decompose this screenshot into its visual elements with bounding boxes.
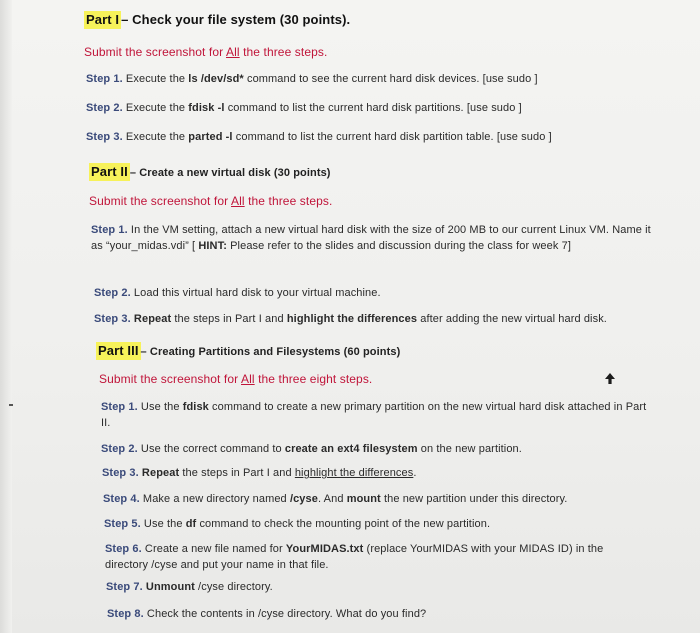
submit-all: All bbox=[226, 45, 240, 59]
step-text: Use the correct command to bbox=[137, 443, 285, 455]
step-text: on the new partition. bbox=[417, 443, 522, 455]
part3-step1 bbox=[101, 399, 656, 431]
part2-highlight: Part II bbox=[91, 164, 128, 179]
part3-step5 bbox=[104, 518, 490, 530]
step-text: Create a new file named for bbox=[141, 543, 286, 555]
part3-step2 bbox=[101, 443, 522, 455]
part3-step3 bbox=[102, 467, 417, 479]
step-text: after adding the new virtual hard disk. bbox=[417, 313, 607, 325]
submit-text-end: the three eight steps. bbox=[254, 372, 373, 386]
step-label: Step 3. bbox=[102, 467, 139, 479]
step-bold: Repeat bbox=[130, 313, 172, 325]
submit-text: Submit the screenshot for bbox=[84, 45, 227, 59]
step-label: Step 8. bbox=[107, 608, 144, 620]
step-text: (replace YourMIDAS with your MIDAS ID) in the directory /cyse and put your name in that file. bbox=[105, 543, 604, 571]
part3-step4 bbox=[103, 493, 567, 505]
submit-all: All bbox=[241, 372, 255, 386]
submit-text-end: the three steps. bbox=[239, 45, 328, 59]
step-text: Load this virtual hard disk to your virtual machine. bbox=[130, 287, 381, 299]
step-label: Step 1. bbox=[86, 73, 123, 85]
step-text: command to check the mounting point of the new partition. bbox=[196, 518, 491, 530]
part1-submit bbox=[84, 45, 327, 59]
part3-title-rest: – Creating Partitions and Filesystems (60 points) bbox=[140, 346, 401, 358]
step-label: Step 1. bbox=[101, 401, 138, 413]
part2-submit bbox=[89, 194, 332, 208]
part3-highlight: Part III bbox=[98, 343, 139, 358]
page-edge bbox=[0, 0, 12, 633]
part1-step1 bbox=[86, 73, 538, 85]
step-command: df bbox=[185, 518, 197, 530]
step-label: Step 4. bbox=[103, 493, 140, 505]
step-label: Step 3. bbox=[86, 131, 123, 143]
submit-text: Submit the screenshot for bbox=[99, 372, 242, 386]
step-command: ls /dev/sd* bbox=[188, 73, 244, 85]
step-text: the steps in Part I and bbox=[179, 467, 295, 479]
part1-highlight: Part I bbox=[86, 12, 120, 27]
step-label: Step 2. bbox=[94, 287, 131, 299]
hint-label: HINT: bbox=[198, 240, 227, 252]
step-text: In the VM setting, attach a new virtual hard disk with the size of 200 MB to our current Linux VM. Name it as “your_midas.vdi” [ bbox=[91, 224, 651, 252]
step-text: command to list the current hard disk partition table. [use sudo ] bbox=[232, 131, 552, 143]
step-bold: highlight the differences bbox=[286, 313, 418, 325]
step-command: fdisk -l bbox=[188, 102, 225, 114]
part3-heading bbox=[96, 343, 400, 358]
step-label: Step 6. bbox=[105, 543, 142, 555]
step-command: fdisk bbox=[182, 401, 209, 413]
step-text: the new partition under this directory. bbox=[380, 493, 568, 505]
step-text: Use the bbox=[137, 401, 183, 413]
step-label: Step 5. bbox=[104, 518, 141, 530]
step-label: Step 2. bbox=[101, 443, 138, 455]
step-command: parted -l bbox=[188, 131, 233, 143]
submit-text-end: the three steps. bbox=[244, 194, 333, 208]
step-text: command to create a new primary partition on the new virtual hard disk attached in Part II. bbox=[101, 401, 647, 429]
submit-text: Submit the screenshot for bbox=[89, 194, 232, 208]
margin-mark bbox=[9, 404, 13, 406]
step-text: the steps in Part I and bbox=[171, 313, 287, 325]
part1-heading bbox=[84, 12, 350, 27]
step-label: Step 1. bbox=[91, 224, 128, 236]
part2-step1 bbox=[91, 222, 651, 254]
step-text: command to list the current hard disk partitions. [use sudo ] bbox=[224, 102, 522, 114]
step-text: . And bbox=[317, 493, 347, 505]
step-underlined: highlight the differences bbox=[294, 467, 414, 479]
step-bold: /cyse bbox=[289, 493, 318, 505]
step-text: . bbox=[413, 467, 417, 479]
step-text: Please refer to the slides and discussion during the class for week 7] bbox=[226, 240, 571, 252]
step-label: Step 7. bbox=[106, 581, 143, 593]
part3-step8 bbox=[107, 608, 426, 620]
step-bold: Unmount bbox=[142, 581, 195, 593]
step-text: command to see the current hard disk devices. [use sudo ] bbox=[243, 73, 538, 85]
part2-heading bbox=[89, 164, 331, 179]
submit-all: All bbox=[231, 194, 245, 208]
step-text: Use the bbox=[140, 518, 186, 530]
step-bold: YourMIDAS.txt bbox=[285, 543, 364, 555]
part2-title-rest: – Create a new virtual disk (30 points) bbox=[129, 167, 331, 179]
part2-step3 bbox=[94, 313, 607, 325]
part3-submit bbox=[99, 372, 372, 386]
step-text: /cyse directory. bbox=[194, 581, 273, 593]
step-text: Make a new directory named bbox=[139, 493, 290, 505]
step-label: Step 3. bbox=[94, 313, 131, 325]
step-text: Execute the bbox=[122, 102, 189, 114]
part3-step7 bbox=[106, 581, 273, 593]
step-text: Execute the bbox=[122, 131, 189, 143]
part2-step2 bbox=[94, 287, 381, 299]
part1-step2 bbox=[86, 102, 522, 114]
part1-title-rest: – Check your file system (30 points). bbox=[121, 12, 351, 27]
step-text: Execute the bbox=[122, 73, 189, 85]
step-bold: create an ext4 filesystem bbox=[284, 443, 418, 455]
step-bold: mount bbox=[346, 493, 381, 505]
step-bold: Repeat bbox=[138, 467, 180, 479]
step-text: Check the contents in /cyse directory. What do you find? bbox=[143, 608, 427, 620]
part3-step6 bbox=[105, 541, 635, 573]
part1-step3 bbox=[86, 131, 552, 143]
step-label: Step 2. bbox=[86, 102, 123, 114]
mouse-pointer-icon bbox=[603, 372, 617, 386]
